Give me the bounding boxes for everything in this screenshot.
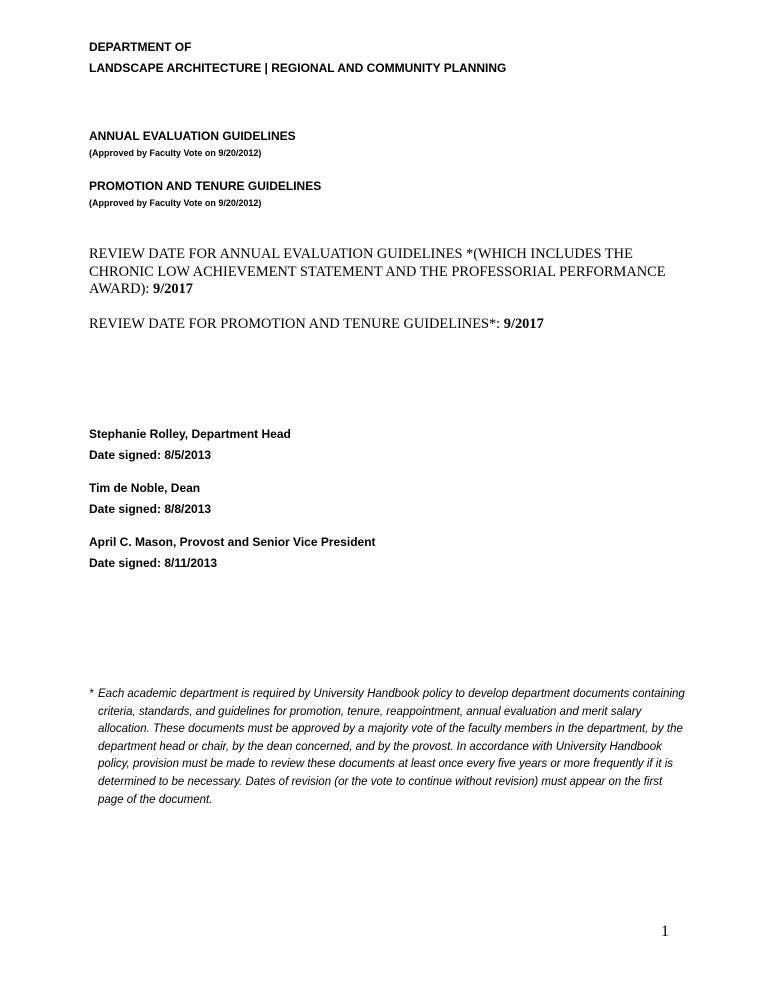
department-line-1: DEPARTMENT OF (89, 40, 192, 54)
signature-name: Stephanie Rolley, Department Head (89, 427, 291, 441)
annual-review-date-value: 9/2017 (153, 281, 193, 297)
department-line-2: LANDSCAPE ARCHITECTURE | REGIONAL AND COMMUNITY PLANNING (89, 61, 507, 75)
footnote (89, 686, 689, 809)
signature-block-2 (89, 478, 211, 520)
promotion-guidelines-approval: (Approved by Faculty Vote on 9/20/2012) (89, 198, 262, 208)
annual-guidelines-title: ANNUAL EVALUATION GUIDELINES (89, 129, 296, 143)
promotion-review-date-value: 9/2017 (503, 316, 544, 332)
annual-review-text: REVIEW DATE FOR ANNUAL EVALUATION GUIDELINES *(WHICH INCLUDES THE CHRONIC LOW ACHIEVEMENT STATEMENT AND THE PROFESSORIAL PERFORMANCE AWARD): (89, 246, 666, 297)
promotion-review-text: REVIEW DATE FOR PROMOTION AND TENURE GUIDELINES*: (89, 316, 504, 332)
signature-date: Date signed: 8/11/2013 (89, 556, 218, 570)
signature-name: April C. Mason, Provost and Senior Vice President (89, 535, 376, 549)
promotion-review-date (89, 316, 689, 334)
annual-review-date (89, 246, 689, 299)
signature-date: Date signed: 8/5/2013 (89, 448, 212, 462)
annual-guidelines-approval: (Approved by Faculty Vote on 9/20/2012) (89, 148, 262, 158)
page-number: 1 (661, 923, 669, 940)
footnote-text: Each academic department is required by University Handbook policy to develop department documents containing criteria, standards, and guidelines for promotion, tenure, reappointment, annual evaluation and merit salary allocation. These documents must be approved by a majority vote of the faculty members in the department, by the department head or chair, by the dean concerned, and by the provost. In accordance with University Handbook policy, provision must be made to review these documents at least once every five years or more frequently if it is determined to be necessary. Dates of revision (or the vote to continue without revision) must appear on the first page of the document. (98, 688, 685, 806)
promotion-guidelines-title: PROMOTION AND TENURE GUIDELINES (89, 179, 322, 193)
signature-block-3 (89, 532, 376, 574)
footnote-marker: * (89, 688, 94, 700)
department-heading (89, 37, 506, 79)
signature-block-1 (89, 424, 291, 466)
signature-name: Tim de Noble, Dean (89, 481, 201, 495)
signature-date: Date signed: 8/8/2013 (89, 502, 212, 516)
